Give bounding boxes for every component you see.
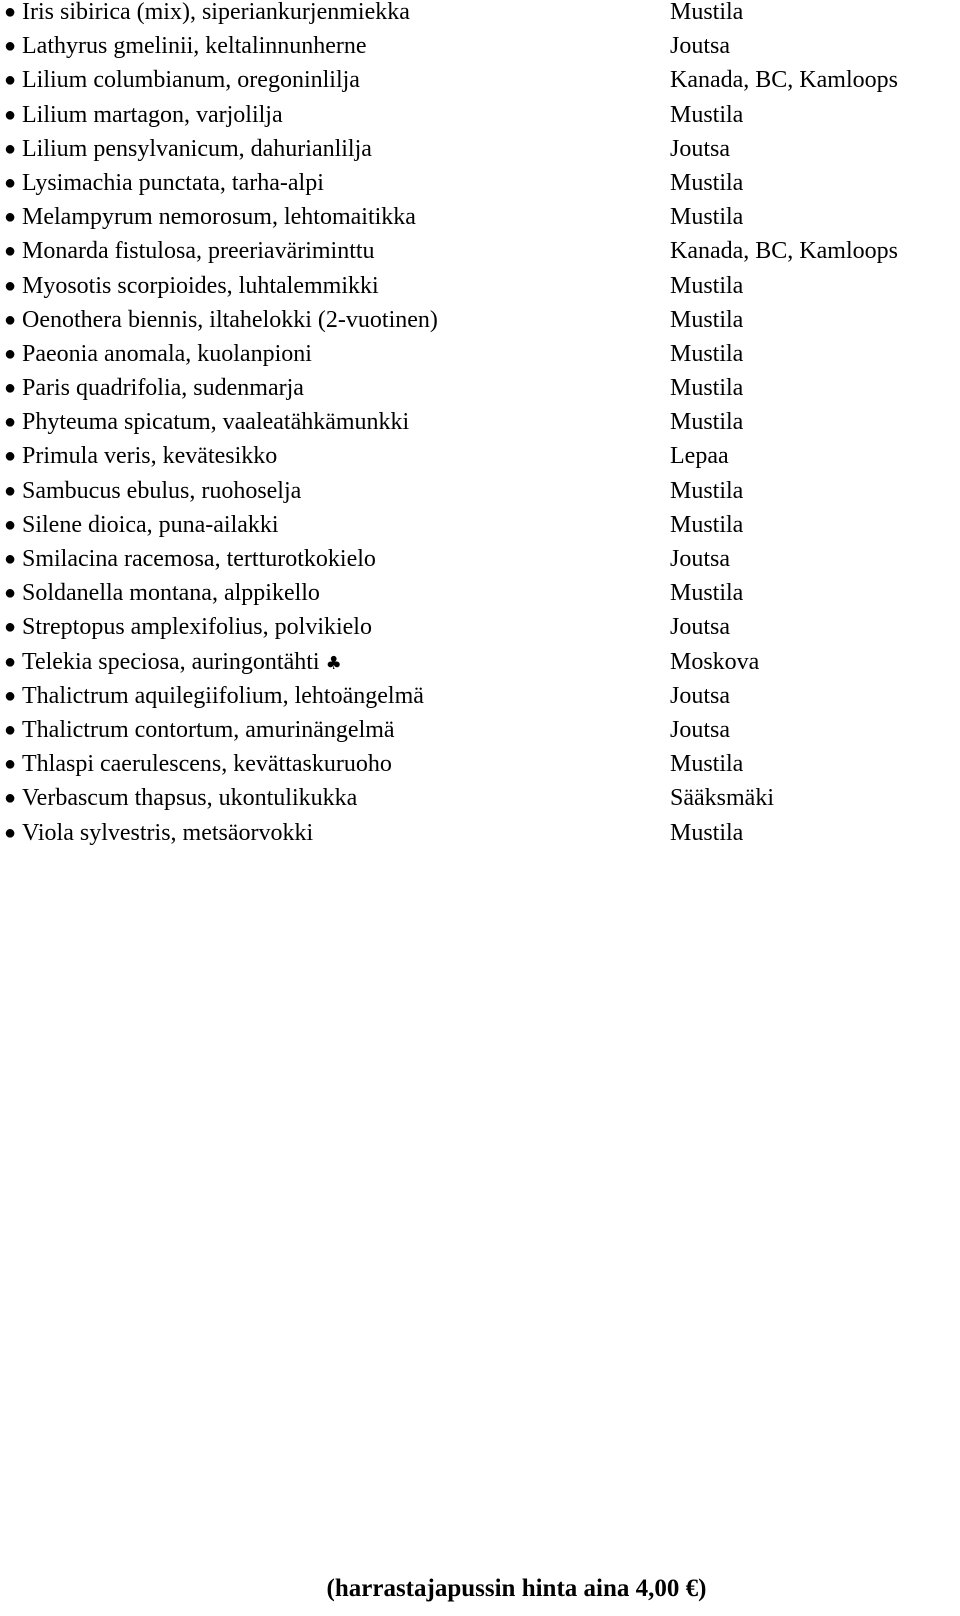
bullet-icon: ● [3,548,17,570]
plant-name-text: Lathyrus gmelinii, keltalinnunherne [22,33,367,60]
plant-row [0,615,960,649]
plant-name [22,68,360,92]
plant-name-text: Silene dioica, puna-ailakki [22,511,279,538]
plant-name [22,513,279,537]
plant-row [0,684,960,718]
plant-origin: Kanada, BC, Kamloops [670,238,898,265]
plant-name-text: Oenothera biennis, iltahelokki (2-vuotinen) [22,306,438,333]
bullet-icon: ● [3,240,17,263]
plant-name-text: Lysimachia punctata, tarha-alpi [22,169,324,196]
bullet-icon: ● [3,821,17,844]
plant-row [0,34,960,68]
plant-origin: Joutsa [670,546,730,572]
plant-name-text: Lilium pensylvanicum, dahurianlilja [22,135,372,162]
plant-origin: Joutsa [670,135,730,162]
plant-origin: Mustila [670,101,744,128]
bullet-icon: ● [3,1,17,23]
bullet-icon: ● [3,69,17,92]
plant-row [0,718,960,752]
plant-origin: Mustila [670,272,744,299]
plant-name [22,479,301,503]
plant-row [0,513,960,547]
bullet-icon: ● [3,308,17,331]
plant-origin: Mustila [670,169,744,196]
plant-name-text: Monarda fistulosa, preeriaväriminttu [22,238,375,265]
bullet-icon: ● [3,411,17,434]
plant-row [0,547,960,581]
plant-name [22,34,367,58]
plant-row [0,581,960,615]
plant-row [0,274,960,308]
plant-origin: Joutsa [670,682,730,709]
bullet-icon: ● [3,753,17,776]
plant-origin: Kanada, BC, Kamloops [670,67,898,94]
bullet-icon: ● [3,684,17,707]
plant-row [0,103,960,137]
plant-origin: Mustila [670,819,744,846]
plant-name-text: Lilium columbianum, oregoninlilja [22,67,360,94]
plant-name-text: Iris sibirica (mix), siperiankurjenmiekka [22,0,410,25]
plant-row [0,752,960,786]
plant-row [0,444,960,478]
plant-name-text: Thalictrum aquilegiifolium, lehtoängelmä [22,682,424,709]
plant-name-text: Telekia speciosa, auringontähti [22,648,320,675]
plant-row [0,205,960,239]
plant-row [0,650,960,684]
plant-name [22,171,324,195]
plant-origin: Sääksmäki [670,785,774,812]
bullet-icon: ● [3,137,17,160]
bullet-icon: ● [3,445,17,468]
plant-name-text: Sambucus ebulus, ruohoselja [22,477,302,504]
plant-row [0,342,960,376]
plant-name-text: Primula veris, kevätesikko [22,443,278,470]
plant-origin: Mustila [670,409,744,436]
plant-origin: Mustila [670,306,744,333]
plant-origin: Mustila [670,340,744,367]
plant-origin: Mustila [670,204,744,231]
plant-name-text: Thlaspi caerulescens, kevättaskuruoho [22,751,392,778]
plant-row [0,308,960,342]
plant-name [22,0,410,24]
plant-name-text: Paris quadrifolia, sudenmarja [22,375,304,402]
plant-name-text: Paeonia anomala, kuolanpioni [22,340,312,367]
bullet-icon: ● [3,171,17,194]
plant-name-text: Smilacina racemosa, tertturotkokielo [22,546,376,572]
plant-name-text: Verbascum thapsus, ukontulikukka [22,785,358,812]
plant-row [0,410,960,444]
plant-origin: Joutsa [670,33,730,60]
plant-name [22,786,357,810]
bullet-icon: ● [3,513,17,536]
bullet-icon: ● [3,35,17,58]
plant-name [22,205,416,229]
plant-row [0,376,960,410]
plant-origin: Moskova [670,648,760,675]
plant-name-text: Lilium martagon, varjolilja [22,101,283,128]
plant-row [0,68,960,102]
bullet-icon: ● [3,274,17,297]
plant-name [22,342,312,366]
bullet-icon: ● [3,650,17,673]
plant-origin: Lepaa [670,443,729,470]
plant-row [0,821,960,855]
plant-name [22,821,313,845]
plant-origin: Mustila [670,477,744,504]
plant-row [0,479,960,513]
bullet-icon: ● [3,479,17,502]
plant-name-text: Viola sylvestris, metsäorvokki [22,819,314,846]
plant-name [22,103,283,127]
plant-row [0,239,960,273]
bullet-icon: ● [3,206,17,229]
plant-origin: Mustila [670,375,744,402]
plant-name [22,684,424,708]
plant-name-text: Melampyrum nemorosum, lehtomaitikka [22,204,416,231]
plant-row [0,0,960,34]
plant-name [22,752,392,776]
plant-name-text: Phyteuma spicatum, vaaleatähkämunkki [22,409,410,436]
bullet-icon: ● [3,787,17,810]
plant-name-text: Thalictrum contortum, amurinängelmä [22,716,395,743]
plant-name [22,239,375,263]
bullet-icon: ● [3,103,17,126]
bullet-icon: ● [3,616,17,639]
plant-name [22,410,409,434]
bullet-icon: ● [3,582,17,605]
plant-origin: Mustila [670,580,744,607]
plant-name [22,444,277,468]
plant-name [22,376,304,400]
plant-origin: Mustila [670,751,744,778]
bullet-icon: ● [3,377,17,400]
plant-row [0,137,960,171]
plant-origin: Joutsa [670,614,730,641]
plant-origin: Mustila [670,0,744,25]
plant-origin: Joutsa [670,716,730,743]
plant-name [22,274,379,298]
plant-origin: Mustila [670,511,744,538]
plant-name-text: Myosotis scorpioides, luhtalemmikki [22,272,379,299]
plant-name-text: Soldanella montana, alppikello [22,580,320,607]
plant-name [22,547,376,571]
bullet-icon: ● [3,342,17,365]
bullet-icon: ● [3,718,17,741]
plant-name [22,137,372,161]
plant-name-text: Streptopus amplexifolius, polvikielo [22,614,372,641]
plant-name [22,308,438,332]
plant-row [0,171,960,205]
plant-row [0,786,960,820]
plant-name [22,615,372,639]
price-note: (harrastajapussin hinta aina 4,00 €) [326,1575,707,1602]
plant-name [22,718,395,742]
plant-name [22,650,342,676]
plant-name [22,581,320,605]
club-icon: ♣ [325,652,342,674]
